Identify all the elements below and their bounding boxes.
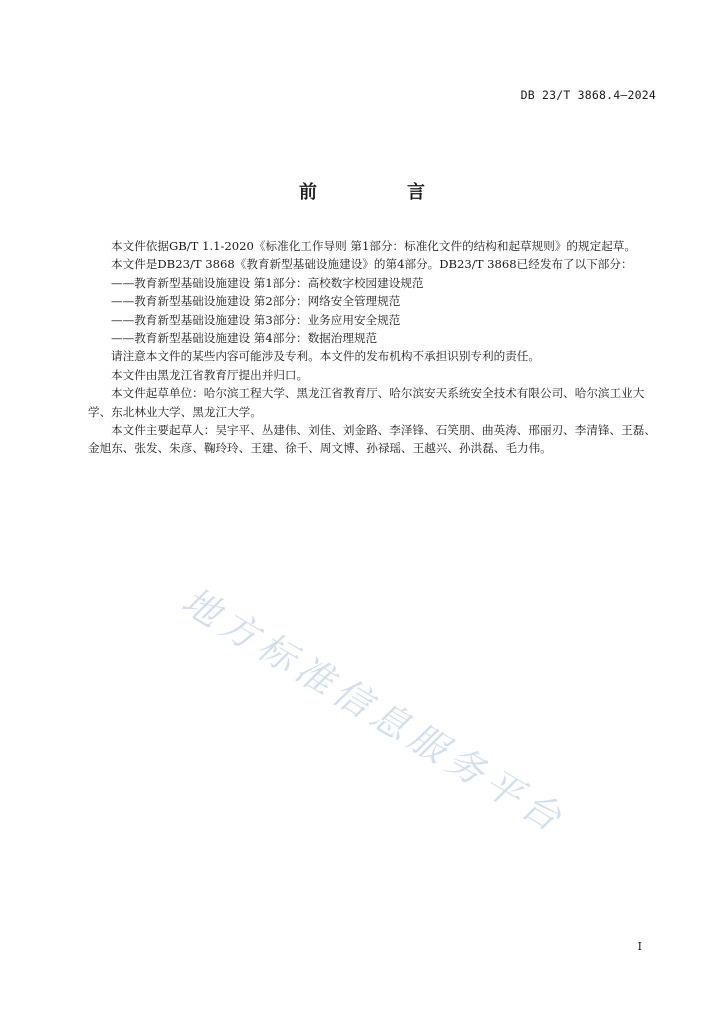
foreword-body bbox=[88, 237, 662, 458]
section-title: 前 言 bbox=[299, 182, 461, 203]
standard-code: DB 23/T 3868.4—2024 bbox=[520, 88, 656, 102]
proposer-paragraph: 本文件由黑龙江省教育厅提出并归口。 bbox=[111, 367, 309, 382]
page-number: I bbox=[637, 940, 642, 953]
part-info-paragraph: 本文件是DB23/T 3868《教育新型基础设施建设》的第4部分。DB23/T 3868已经发布了以下部分： bbox=[111, 257, 633, 272]
patent-notice-paragraph: 请注意本文件的某些内容可能涉及专利。本文件的发布机构不承担识别专利的责任。 bbox=[111, 349, 540, 364]
watermark-text: 地方标准信息服务平台 bbox=[174, 579, 574, 843]
drafting-units-paragraph: 本文件起草单位：哈尔滨工程大学、黑龙江省教育厅、哈尔滨安天系统安全技术有限公司、哈尔滨工业大学、东北林业大学、黑龙江大学。 bbox=[88, 386, 645, 419]
part-list-item: ——教育新型基础设施建设 第2部分：网络安全管理规范 bbox=[111, 294, 401, 309]
drafters-paragraph: 本文件主要起草人：吴宇平、丛建伟、刘佳、刘金路、李泽锋、石笑朋、曲英涛、邢丽刃、李清锋、王磊、金旭东、张发、朱彦、鞠玲玲、王建、徐千、周文博、孙禄瑶、王越兴、孙洪磊、毛力伟。 bbox=[88, 423, 656, 456]
part-list-item: ——教育新型基础设施建设 第1部分：高校数字校园建设规范 bbox=[111, 275, 424, 290]
part-list-item: ——教育新型基础设施建设 第4部分：数据治理规范 bbox=[111, 331, 378, 346]
part-list-item: ——教育新型基础设施建设 第3部分：业务应用安全规范 bbox=[111, 312, 401, 327]
basis-paragraph: 本文件依据GB/T 1.1-2020《标准化工作导则 第1部分：标准化文件的结构和起草规则》的规定起草。 bbox=[111, 239, 636, 253]
